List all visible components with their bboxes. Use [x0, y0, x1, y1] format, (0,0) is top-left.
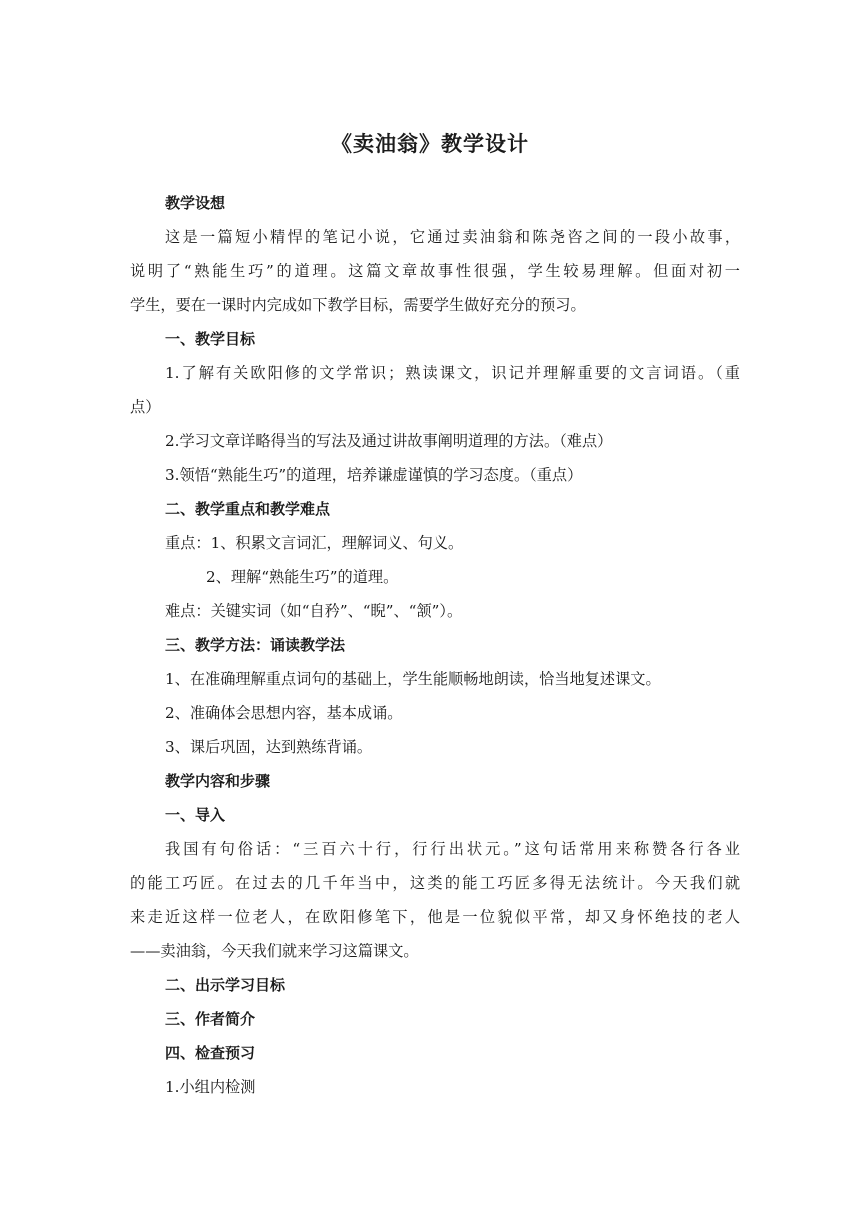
list-item: 2、准确体会思想内容，基本成诵。: [165, 704, 403, 722]
list-item: 3.领悟“熟能生巧”的道理，培养谦虚谨慎的学习态度。（重点）: [165, 466, 583, 484]
list-item: 重点：1、积累文言词汇，理解词义、句义。: [165, 534, 464, 552]
list-item: 3、课后巩固，达到熟练背诵。: [165, 738, 373, 756]
section-heading: 教学设想: [165, 194, 226, 212]
section-heading: 一、教学目标: [165, 330, 256, 348]
document-body: [130, 186, 740, 1104]
document-title: 《卖油翁》教学设计: [331, 132, 529, 156]
section-heading: 三、教学方法：诵读教学法: [165, 636, 346, 654]
list-item: 1.小组内检测: [165, 1078, 256, 1096]
paragraph-line: 的能工巧匠。在过去的几千年当中，这类的能工巧匠多得无法统计。今天我们就: [130, 874, 740, 892]
list-item: 难点：关键实词（如“自矜”、“睨”、“颔”）。: [165, 602, 463, 620]
paragraph-line: 说明了“熟能生巧”的道理。这篇文章故事性很强，学生较易理解。但面对初一: [130, 262, 740, 280]
list-item-continuation: 点）: [130, 398, 161, 416]
section-heading: 三、作者简介: [165, 1010, 256, 1028]
section-heading: 教学内容和步骤: [165, 772, 271, 790]
section-heading: 二、教学重点和教学难点: [165, 500, 331, 518]
paragraph-line: 我国有句俗话：“三百六十行，行行出状元。”这句话常用来称赞各行各业: [165, 840, 740, 858]
paragraph-line: ——卖油翁，今天我们就来学习这篇课文。: [130, 942, 419, 960]
paragraph-line: 学生，要在一课时内完成如下教学目标，需要学生做好充分的预习。: [130, 296, 586, 314]
section-heading: 一、导入: [165, 806, 226, 824]
list-item: 2、理解“熟能生巧”的道理。: [206, 568, 399, 586]
section-heading: 四、检查预习: [165, 1044, 256, 1062]
paragraph-line: 来走近这样一位老人，在欧阳修笔下，他是一位貌似平常，却又身怀绝技的老人: [130, 908, 740, 926]
list-item: 2.学习文章详略得当的写法及通过讲故事阐明道理的方法。（难点）: [165, 432, 613, 450]
list-item: 1.了解有关欧阳修的文学常识；熟读课文，识记并理解重要的文言词语。（重: [165, 364, 740, 382]
paragraph-line: 这是一篇短小精悍的笔记小说，它通过卖油翁和陈尧咨之间的一段小故事，: [165, 228, 740, 246]
section-heading: 二、出示学习目标: [165, 976, 286, 994]
list-item: 1、在准确理解重点词句的基础上，学生能顺畅地朗读，恰当地复述课文。: [165, 670, 661, 688]
